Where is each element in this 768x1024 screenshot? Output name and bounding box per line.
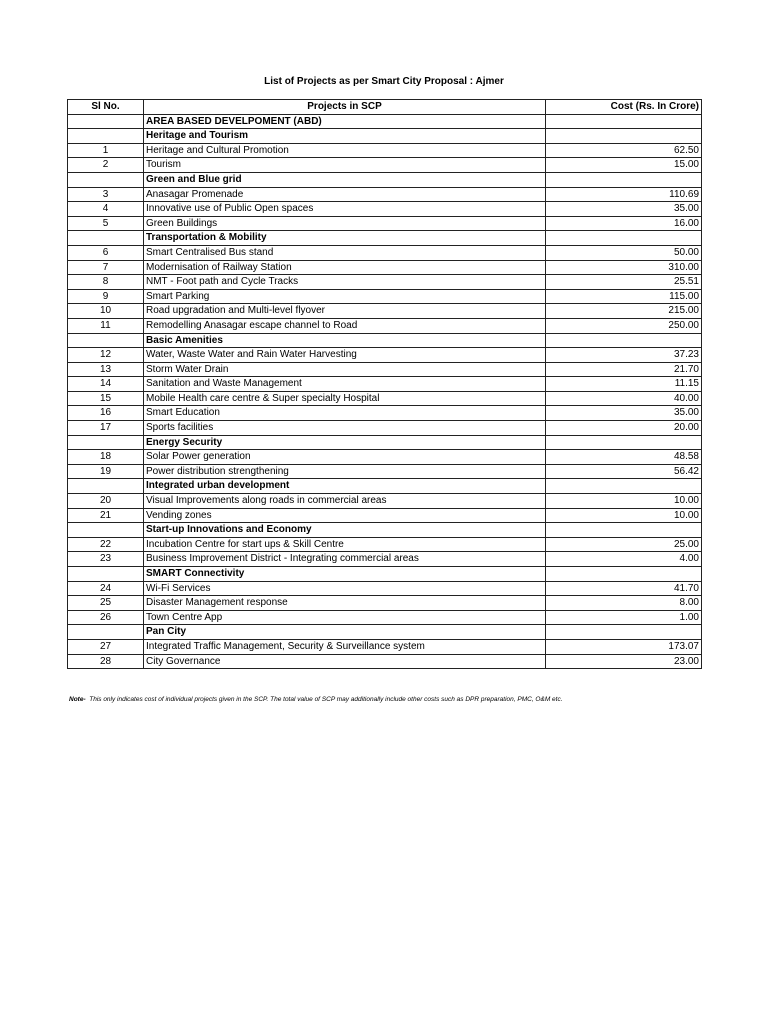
cell-sl-no: 20	[68, 494, 144, 509]
table-row	[68, 421, 702, 436]
cell-project-name: Smart Education	[144, 406, 546, 421]
table-row	[68, 610, 702, 625]
table-row	[68, 187, 702, 202]
cell-sl-no: 11	[68, 318, 144, 333]
table-header-row	[68, 100, 702, 115]
footnote	[69, 696, 563, 703]
cell-project-name: City Governance	[144, 654, 546, 669]
section-heading-row	[68, 172, 702, 187]
cell-project-name: Storm Water Drain	[144, 362, 546, 377]
cell-project-name: Tourism	[144, 158, 546, 173]
table-row	[68, 275, 702, 290]
cell-sl-no: 28	[68, 654, 144, 669]
section-heading-row	[68, 435, 702, 450]
cell-sl-no: 18	[68, 450, 144, 465]
cell-project-name: Heritage and Cultural Promotion	[144, 143, 546, 158]
cell-sl-no: 16	[68, 406, 144, 421]
cell-sl-no	[68, 129, 144, 144]
cell-cost: 10.00	[546, 508, 702, 523]
cell-sl-no: 13	[68, 362, 144, 377]
cell-project-name: Incubation Centre for start ups & Skill Centre	[144, 537, 546, 552]
cell-section-name: Heritage and Tourism	[144, 129, 546, 144]
cell-project-name: Smart Parking	[144, 289, 546, 304]
cell-project-name: Innovative use of Public Open spaces	[144, 202, 546, 217]
cell-project-name: Remodelling Anasagar escape channel to Road	[144, 318, 546, 333]
cell-sl-no	[68, 231, 144, 246]
cell-cost: 15.00	[546, 158, 702, 173]
cell-sl-no	[68, 333, 144, 348]
cell-project-name: Sports facilities	[144, 421, 546, 436]
table-row	[68, 158, 702, 173]
cell-cost: 4.00	[546, 552, 702, 567]
cell-section-name: Basic Amenities	[144, 333, 546, 348]
cell-sl-no: 15	[68, 391, 144, 406]
section-heading-row	[68, 129, 702, 144]
cell-sl-no: 5	[68, 216, 144, 231]
cell-sl-no: 9	[68, 289, 144, 304]
cell-sl-no	[68, 625, 144, 640]
cell-cost	[546, 625, 702, 640]
table-row	[68, 406, 702, 421]
cell-sl-no: 27	[68, 639, 144, 654]
table-row	[68, 216, 702, 231]
table-row	[68, 318, 702, 333]
cell-cost: 62.50	[546, 143, 702, 158]
cell-cost: 25.00	[546, 537, 702, 552]
cell-cost: 173.07	[546, 639, 702, 654]
section-heading-row	[68, 625, 702, 640]
cell-sl-no: 23	[68, 552, 144, 567]
cell-section-name: AREA BASED DEVELPOMENT (ABD)	[144, 114, 546, 129]
cell-section-name: SMART Connectivity	[144, 567, 546, 582]
cell-cost: 35.00	[546, 406, 702, 421]
cell-cost	[546, 172, 702, 187]
section-heading-row	[68, 231, 702, 246]
cell-project-name: Smart Centralised Bus stand	[144, 245, 546, 260]
cell-project-name: Modernisation of Railway Station	[144, 260, 546, 275]
table-row	[68, 377, 702, 392]
table-row	[68, 639, 702, 654]
cell-cost: 1.00	[546, 610, 702, 625]
table-row	[68, 143, 702, 158]
cell-cost	[546, 435, 702, 450]
cell-sl-no	[68, 114, 144, 129]
cell-sl-no: 25	[68, 596, 144, 611]
footnote-text: This only indicates cost of individual projects given in the SCP. The total value of SCP may additionally include other costs such as DPR preparation, PMC, O&M etc.	[89, 696, 563, 703]
cell-cost: 21.70	[546, 362, 702, 377]
table-row	[68, 494, 702, 509]
cell-project-name: Green Buildings	[144, 216, 546, 231]
cell-sl-no: 26	[68, 610, 144, 625]
cell-sl-no: 14	[68, 377, 144, 392]
cell-sl-no: 17	[68, 421, 144, 436]
table-row	[68, 537, 702, 552]
cell-project-name: Wi-Fi Services	[144, 581, 546, 596]
cell-project-name: Vending zones	[144, 508, 546, 523]
cell-cost: 10.00	[546, 494, 702, 509]
table-row	[68, 552, 702, 567]
cell-sl-no: 21	[68, 508, 144, 523]
cell-sl-no: 2	[68, 158, 144, 173]
cell-project-name: Town Centre App	[144, 610, 546, 625]
cell-cost: 40.00	[546, 391, 702, 406]
cell-cost: 20.00	[546, 421, 702, 436]
table-row	[68, 245, 702, 260]
section-heading-row	[68, 333, 702, 348]
table-row	[68, 596, 702, 611]
cell-cost	[546, 129, 702, 144]
cell-project-name: Business Improvement District - Integrating commercial areas	[144, 552, 546, 567]
cell-cost	[546, 567, 702, 582]
cell-sl-no	[68, 523, 144, 538]
cell-project-name: Solar Power generation	[144, 450, 546, 465]
cell-sl-no: 6	[68, 245, 144, 260]
header-projects: Projects in SCP	[144, 100, 546, 115]
table-row	[68, 391, 702, 406]
cell-project-name: Sanitation and Waste Management	[144, 377, 546, 392]
cell-section-name: Green and Blue grid	[144, 172, 546, 187]
cell-sl-no: 7	[68, 260, 144, 275]
table-row	[68, 348, 702, 363]
section-heading-row	[68, 479, 702, 494]
cell-cost: 37.23	[546, 348, 702, 363]
cell-cost: 48.58	[546, 450, 702, 465]
cell-sl-no: 19	[68, 464, 144, 479]
cell-section-name: Energy Security	[144, 435, 546, 450]
header-sl-no: Sl No.	[68, 100, 144, 115]
table-row	[68, 464, 702, 479]
cell-project-name: Anasagar Promenade	[144, 187, 546, 202]
section-heading-row	[68, 114, 702, 129]
cell-cost	[546, 523, 702, 538]
cell-cost: 35.00	[546, 202, 702, 217]
cell-sl-no	[68, 567, 144, 582]
cell-sl-no	[68, 172, 144, 187]
cell-sl-no: 1	[68, 143, 144, 158]
cell-cost	[546, 479, 702, 494]
cell-sl-no: 3	[68, 187, 144, 202]
cell-sl-no: 24	[68, 581, 144, 596]
cell-section-name: Integrated urban development	[144, 479, 546, 494]
table-row	[68, 508, 702, 523]
cell-sl-no	[68, 479, 144, 494]
header-cost: Cost (Rs. In Crore)	[546, 100, 702, 115]
cell-cost: 11.15	[546, 377, 702, 392]
cell-project-name: Water, Waste Water and Rain Water Harvesting	[144, 348, 546, 363]
cell-project-name: Road upgradation and Multi-level flyover	[144, 304, 546, 319]
cell-cost	[546, 333, 702, 348]
cell-cost: 50.00	[546, 245, 702, 260]
cell-section-name: Pan City	[144, 625, 546, 640]
cell-cost: 110.69	[546, 187, 702, 202]
table-row	[68, 581, 702, 596]
table-row	[68, 289, 702, 304]
section-heading-row	[68, 567, 702, 582]
section-heading-row	[68, 523, 702, 538]
footnote-label: Note-	[69, 696, 86, 703]
cell-cost	[546, 114, 702, 129]
cell-sl-no: 10	[68, 304, 144, 319]
cell-sl-no: 12	[68, 348, 144, 363]
table-body	[68, 114, 702, 669]
cell-cost	[546, 231, 702, 246]
table-row	[68, 304, 702, 319]
cell-project-name: Power distribution strengthening	[144, 464, 546, 479]
cell-project-name: NMT - Foot path and Cycle Tracks	[144, 275, 546, 290]
document-title: List of Projects as per Smart City Proposal : Ajmer	[264, 76, 504, 87]
cell-cost: 16.00	[546, 216, 702, 231]
cell-cost: 8.00	[546, 596, 702, 611]
table-row	[68, 260, 702, 275]
cell-cost: 41.70	[546, 581, 702, 596]
projects-table	[67, 99, 702, 669]
cell-cost: 23.00	[546, 654, 702, 669]
cell-project-name: Disaster Management response	[144, 596, 546, 611]
cell-project-name: Visual Improvements along roads in commercial areas	[144, 494, 546, 509]
cell-sl-no	[68, 435, 144, 450]
cell-sl-no: 8	[68, 275, 144, 290]
table-row	[68, 450, 702, 465]
cell-cost: 215.00	[546, 304, 702, 319]
cell-cost: 310.00	[546, 260, 702, 275]
cell-project-name: Mobile Health care centre & Super specialty Hospital	[144, 391, 546, 406]
cell-section-name: Transportation & Mobility	[144, 231, 546, 246]
cell-cost: 25.51	[546, 275, 702, 290]
cell-sl-no: 22	[68, 537, 144, 552]
cell-sl-no: 4	[68, 202, 144, 217]
table-row	[68, 654, 702, 669]
cell-project-name: Integrated Traffic Management, Security & Surveillance system	[144, 639, 546, 654]
cell-cost: 115.00	[546, 289, 702, 304]
table-row	[68, 202, 702, 217]
cell-cost: 56.42	[546, 464, 702, 479]
cell-section-name: Start-up Innovations and Economy	[144, 523, 546, 538]
cell-cost: 250.00	[546, 318, 702, 333]
table-row	[68, 362, 702, 377]
